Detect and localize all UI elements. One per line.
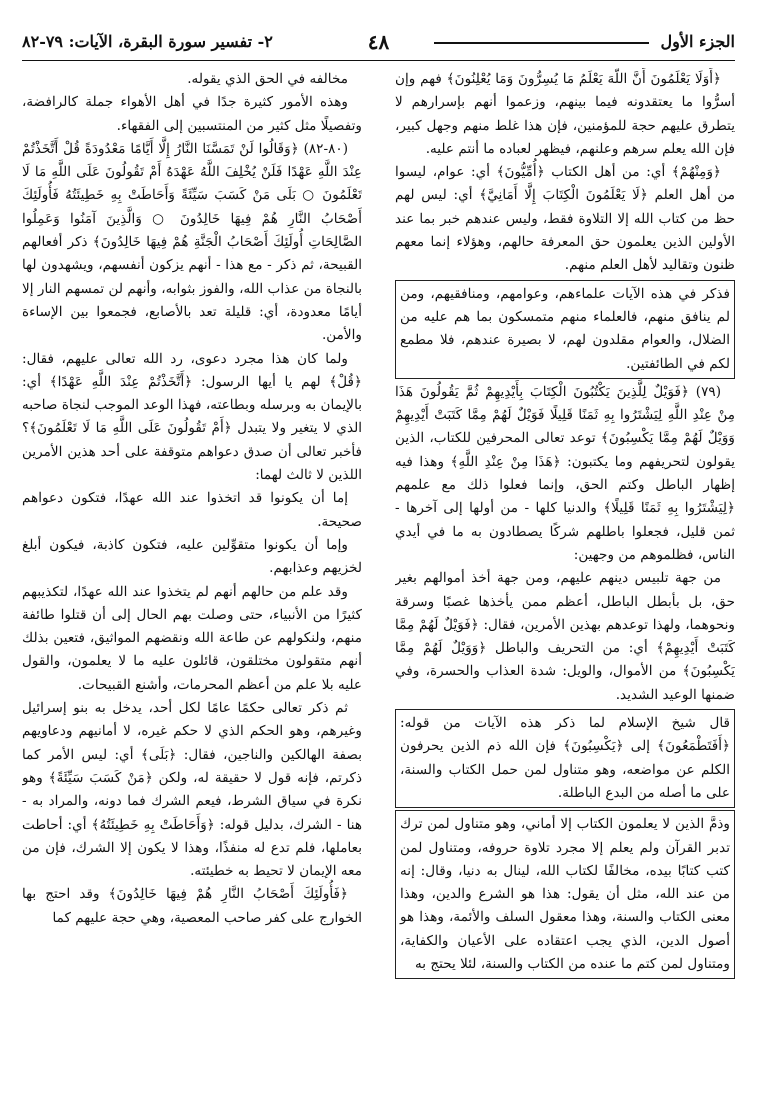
- right-column: [395, 68, 735, 1098]
- section-title: ٢- تفسير سورة البقرة، الآيات: ٧٩-٨٢: [22, 32, 273, 51]
- paragraph: من جهة تلبيس دينهم عليهم، ومن جهة أخذ أموالهم بغير حق، بل بأبطل الباطل، أعظم ممن يأخذها غصبًا وسرقة ونحوهما، ولهذا توعدهم بهذين الأمرين، فقال: ﴿فَوَيْلٌ لَهُمْ مِمَّا كَتَبَتْ أَيْدِيهِمْ﴾ أي: من التحريف والباطل ﴿وَوَيْلٌ لَهُمْ مِمَّا يَكْسِبُونَ﴾ من الأموال، والويل: شدة العذاب والحسرة، وفي ضمنها الوعيد الشديد.: [395, 570, 735, 703]
- header-rule-right: [434, 42, 649, 44]
- paragraph: وهذه الأمور كثيرة جدًا في أهل الأهواء جملة كالرافضة، وتفصيلًا مثل كثير من المنتسبين إلى الفقهاء.: [22, 94, 362, 134]
- boxed-paragraph: وذمَّ الذين لا يعلمون الكتاب إلا أماني، وهو متناول لمن ترك تدبر القرآن ولم يعلم إلا مجرد تلاوة حروفه، ومتناول لمن كتب كتابًا بيده، مخالفًا لكتاب الله، لينال به دنيا، وقال: إنه من عند الله، مثل أن يقول: هذا هو الشرع والدين، وهذا معنى الكتاب والسنة، وهذا معقول السلف والأئمة، وهذا هو أصول الدين، الذي يجب اعتقاده على الأعيان والكفاية، ومتناول لمن كتم ما عنده من الكتاب والسنة، لئلا يحتج به: [395, 810, 735, 979]
- paragraph: (٧٩) ﴿فَوَيْلٌ لِلَّذِينَ يَكْتُبُونَ الْكِتَابَ بِأَيْدِيهِمْ ثُمَّ يَقُولُونَ هَذَا مِنْ عِنْدِ اللَّهِ لِيَشْتَرُوا بِهِ ثَمَنًا قَلِيلًا فَوَيْلٌ لَهُمْ مِمَّا كَتَبَتْ أَيْدِيهِمْ وَوَيْلٌ لَهُمْ مِمَّا يَكْسِبُونَ﴾ توعد تعالى المحرفين للكتاب، الذين يقولون لتحريفهم وما يكتبون: ﴿هَذَا مِنْ عِنْدِ اللَّهِ﴾ وهذا فيه إظهار الباطل وكتم الحق، وإنما فعلوا ذلك مع علمهم ﴿لِيَشْتَرُوا بِهِ ثَمَنًا قَلِيلًا﴾ والدنيا كلها - من أولها إلى آخرها - ثمن قليل، فجعلوا باطلهم شركًا يصطادون به ما في أيدي الناس، فظلموهم من وجهين:: [395, 383, 735, 563]
- volume-label: الجزء الأول: [660, 32, 735, 51]
- page-header: [22, 30, 735, 58]
- paragraph: (٨٠-٨٢) ﴿وَقَالُوا لَنْ تَمَسَّنَا النَّارُ إِلَّا أَيَّامًا مَعْدُودَةً قُلْ أَتَّخَذْتُمْ عِنْدَ اللَّهِ عَهْدًا فَلَنْ يُخْلِفَ اللَّهُ عَهْدَهُ أَمْ تَقُولُونَ عَلَى اللَّهِ مَا لَا تَعْلَمُونَ ○ بَلَى مَنْ كَسَبَ سَيِّئَةً وَأَحَاطَتْ بِهِ خَطِيئَتُهُ فَأُولَئِكَ أَصْحَابُ النَّارِ هُمْ فِيهَا خَالِدُونَ ○ وَالَّذِينَ آمَنُوا وَعَمِلُوا الصَّالِحَاتِ أُولَئِكَ أَصْحَابُ الْجَنَّةِ هُمْ فِيهَا خَالِدُونَ﴾ ذكر أفعالهم القبيحة، ثم ذكر - مع هذا - أنهم يزكون أنفسهم، ويشهدون لها بالنجاة من عذاب الله، والفوز بثوابه، وأنهم لن تمسهم النار إلا أيامًا معدودة، أي: قليلة تعد بالأصابع، فجمعوا بين الإساءة والأمن.: [22, 140, 362, 344]
- paragraph: وقد علم من حالهم أنهم لم يتخذوا عند الله عهدًا، لتكذيبهم كثيرًا من الأنبياء، حتى وصلت بهم الحال إلى أن قتلوا طائفة منهم، ولنكولهم عن طاعة الله ونقضهم المواثيق، فتعين بذلك أنهم متقولون مختلقون، قائلون عليه ما لا يعلمون، والقول عليه بلا علم من أعظم المحرمات، وأشنع القبيحات.: [22, 583, 362, 693]
- paragraph: وإما أن يكونوا متقوِّلين عليه، فتكون كاذبة، فيكون أبلغ لخزيهم وعذابهم.: [22, 536, 362, 577]
- boxed-paragraph: فذكر في هذه الآيات علماءهم، وعوامهم، ومنافقيهم، ومن لم ينافق منهم، فالعلماء منهم متمسكون بما هم عليه من الضلال، والعوام مقلدون لهم، لا بصيرة عندهم، فلا مطمع لكم في الطائفتين.: [395, 280, 735, 379]
- paragraph: ولما كان هذا مجرد دعوى، رد الله تعالى عليهم، فقال: ﴿قُلْ﴾ لهم يا أيها الرسول: ﴿أَتَّخَذْتُمْ عِنْدَ اللَّهِ عَهْدًا﴾ أي: بالإيمان به وبرسله وبطاعته، فهذا الوعد الموجب لنجاة صاحبه الذي لا يتغير ولا يتبدل ﴿أَمْ تَقُولُونَ عَلَى اللَّهِ مَا لَا تَعْلَمُونَ﴾؟ فأخبر تعالى أن صدق دعواهم متوقفة على أحد هذين الأمرين اللذين لا ثالث لهما:: [22, 350, 362, 484]
- paragraph: ﴿وَمِنْهُمْ﴾ أي: من أهل الكتاب ﴿أُمِّيُّونَ﴾ أي: عوام، ليسوا من أهل العلم ﴿لَا يَعْلَمُونَ الْكِتَابَ إِلَّا أَمَانِيَّ﴾ أي: ليس لهم حظ من كتاب الله إلا التلاوة فقط، وليس عندهم خبر بما عند الأولين الذين يعلمون حق المعرفة حالهم، وهؤلاء إنما معهم ظنون وتقاليد لأهل العلم منهم.: [395, 164, 735, 274]
- paragraph: ﴿فَأُولَئِكَ أَصْحَابُ النَّارِ هُمْ فِيهَا خَالِدُونَ﴾ وقد احتج بها الخوارج على كفر صاحب المعصية، وهي حجة عليهم كما: [22, 886, 362, 926]
- page-number: ٤٨: [367, 30, 390, 54]
- left-column: [22, 68, 362, 1098]
- paragraph: ﴿أَوَلَا يَعْلَمُونَ أَنَّ اللَّهَ يَعْلَمُ مَا يُسِرُّونَ وَمَا يُعْلِنُونَ﴾ فهم وإن أسرُّوا ما يعتقدونه فيما بينهم، وزعموا أنهم بإسرارهم لا يتطرق عليهم حجة للمؤمنين، فإن هذا غلط منهم وجهل كبير، فإن الله يعلم سرهم وعلنهم، فيظهر لعباده ما أنتم عليه.: [395, 71, 735, 157]
- paragraph: ثم ذكر تعالى حكمًا عامًا لكل أحد، يدخل به بنو إسرائيل وغيرهم، وهو الحكم الذي لا حكم غيره، لا أمانيهم ودعاويهم بصفة الهالكين والناجين، فقال: ﴿بَلَى﴾ أي: ليس الأمر كما ذكرتم، فإنه قول لا حقيقة له، ولكن ﴿مَنْ كَسَبَ سَيِّئَةً﴾ وهو نكرة في سياق الشرط، فيعم الشرك فما دونه، والمراد به - هنا - الشرك، بدليل قوله: ﴿وَأَحَاطَتْ بِهِ خَطِيئَتُهُ﴾ أي: أحاطت بعاملها، فلم تدع له منفذًا، وهذا لا يكون إلا الشرك، فإن من معه الإيمان لا تحيط به خطيئته.: [22, 700, 362, 880]
- boxed-paragraph: قال شيخ الإسلام لما ذكر هذه الآيات من قوله: ﴿أَفَتَطْمَعُونَ﴾ إلى ﴿يَكْسِبُونَ﴾ فإن الله ذم الذين يحرفون الكلم عن مواضعه، وهو متناول لمن حمل الكتاب والسنة، على ما أصله من البدع الباطلة.: [395, 709, 735, 808]
- paragraph: إما أن يكونوا قد اتخذوا عند الله عهدًا، فتكون دعواهم صحيحة.: [22, 490, 362, 530]
- paragraph: مخالفه في الحق الذي يقوله.: [187, 71, 348, 87]
- header-divider: [22, 60, 735, 61]
